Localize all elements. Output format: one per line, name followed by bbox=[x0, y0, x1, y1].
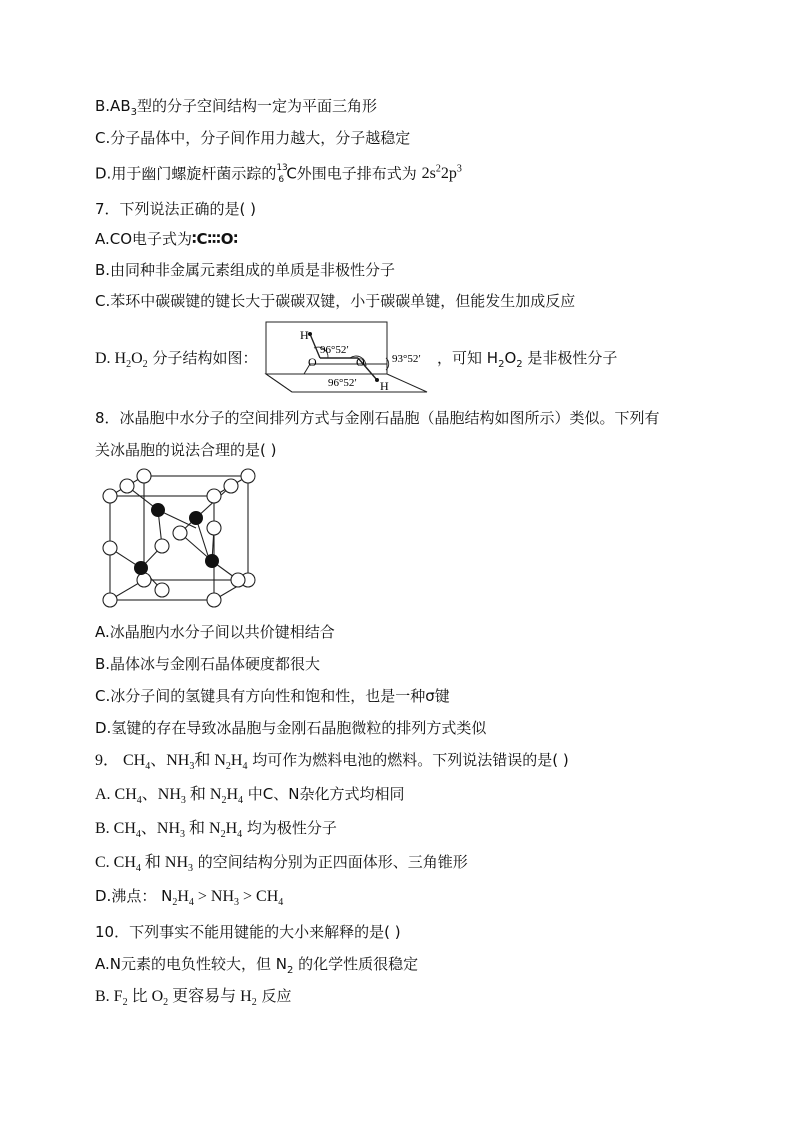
q7-option-d-tail: ，可知 $H_2O_2$ 是非极性分子 bbox=[437, 349, 618, 370]
q9-option-a: A. $CH_4$、$NH_3$ 和 $N_2H_4$ 中C、N杂化方式均相同 bbox=[95, 785, 405, 807]
h1-label: H bbox=[300, 328, 309, 342]
q8-stem-line2: 关冰晶胞的说法合理的是( ) bbox=[95, 441, 277, 459]
h2o2-structure-figure bbox=[262, 318, 437, 396]
angle1-label: 96°52′ bbox=[320, 344, 349, 356]
q8-option-a: A.冰晶胞内水分子间以共价键相结合 bbox=[95, 623, 335, 641]
q8-option-c: C.冰分子间的氢键具有方向性和饱和性，也是一种σ键 bbox=[95, 687, 450, 705]
q9-stem: 9． $CH_4$、$NH_3$和 $N_2H_4$ 均可作为燃料电池的燃料。下列说法错误的是( ) bbox=[95, 751, 569, 773]
q7-stem: 7．下列说法正确的是( ) bbox=[95, 200, 257, 218]
q6-option-d: D.用于幽门螺旋杆菌示踪的 13 6 C外围电子排布式为 $2s^22p^3$ bbox=[95, 163, 462, 185]
angle2-label: 93°52′ bbox=[392, 353, 421, 365]
q9-option-c: C. $CH_4$ 和 $NH_3$ 的空间结构分别为正四面体形、三角锥形 bbox=[95, 853, 468, 875]
q7-option-c: C.苯环中碳碳键的键长大于碳碳双键，小于碳碳单键，但能发生加成反应 bbox=[95, 292, 576, 310]
h2-label: H bbox=[380, 379, 389, 393]
q7-option-a: A.CO电子式为∶C∶∶∶O∶ bbox=[95, 230, 238, 248]
o1-label: O bbox=[308, 355, 317, 369]
q10-option-b: B. $F_2$ 比 $O_2$ 更容易与 $H_2$ 反应 bbox=[95, 987, 292, 1009]
q8-option-b: B.晶体冰与金刚石晶体硬度都很大 bbox=[95, 655, 321, 673]
q7-option-d-stem: D. $H_2O_2$ 分子结构如图： bbox=[95, 349, 258, 371]
q8-stem-line1: 8．冰晶胞中水分子的空间排列方式与金刚石晶胞（晶胞结构如图所示）类似。下列有 bbox=[95, 409, 660, 427]
q6-option-b: $B.AB_3$型的分子空间结构一定为平面三角形 bbox=[95, 97, 378, 118]
o2-label: O bbox=[356, 355, 365, 369]
q9-option-d: D.沸点： $N_2H_4 > NH_3 > CH_4$ bbox=[95, 887, 284, 909]
q8-option-d: D.氢键的存在导致冰晶胞与金刚石晶胞微粒的排列方式类似 bbox=[95, 719, 487, 737]
angle3-label: 96°52′ bbox=[328, 377, 357, 389]
q9-option-b: B. $CH_4$、$NH_3$ 和 $N_2H_4$ 均为极性分子 bbox=[95, 819, 337, 841]
q10-stem: 10．下列事实不能用键能的大小来解释的是( ) bbox=[95, 923, 401, 941]
q7-option-b: B.由同种非金属元素组成的单质是非极性分子 bbox=[95, 261, 396, 279]
q10-option-a: A.N元素的电负性较大，但 $N_2$ 的化学性质很稳定 bbox=[95, 955, 419, 976]
diamond-unit-cell-figure bbox=[98, 468, 260, 610]
q6-option-c: C.分子晶体中，分子间作用力越大，分子越稳定 bbox=[95, 129, 411, 147]
